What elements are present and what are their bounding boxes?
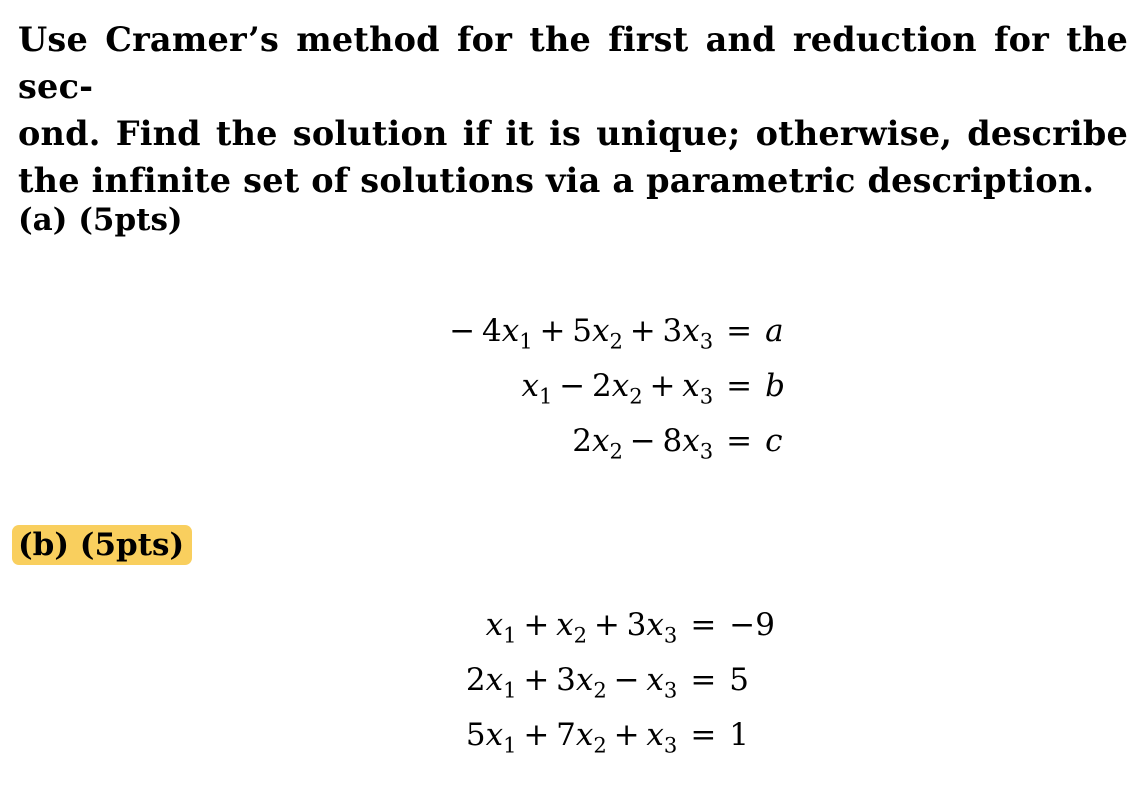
part-b-eq-1-lhs-token: + bbox=[523, 607, 550, 643]
part-a-eq-2-rhs-token: b bbox=[765, 368, 785, 404]
part-a-eq-1-lhs-token: x bbox=[592, 313, 610, 349]
part-b-eq-2-rhs-token: 5 bbox=[729, 662, 750, 698]
part-a-label: (a) (5pts) bbox=[18, 202, 183, 238]
part-b-eq-3-lhs-token: + bbox=[613, 717, 640, 753]
part-a-eq-2-lhs-token: − bbox=[559, 368, 586, 404]
part-b-label: (b) (5pts) bbox=[12, 525, 192, 565]
part-b-eq-3-lhs-token: x bbox=[575, 717, 594, 753]
part-a-eq-3-lhs-token: 2 bbox=[572, 423, 592, 459]
part-b-eq-3-lhs-token: 3 bbox=[663, 732, 678, 758]
part-b-eq-1-rhs-token: −9 bbox=[729, 607, 775, 643]
part-a-eq-2-lhs-token: 2 bbox=[629, 383, 643, 409]
part-a-eq-1-lhs-token: 1 bbox=[519, 328, 533, 354]
part-b-eq-3-equals: = bbox=[690, 717, 717, 753]
part-b-eq-2-lhs-token: 3 bbox=[663, 677, 678, 703]
part-b-eq-2-lhs-token: x bbox=[646, 662, 664, 698]
part-b-equation-system bbox=[300, 598, 775, 763]
part-b-eq-3-lhs-token: 7 bbox=[556, 717, 576, 753]
part-b-eq-3-lhs-token: 5 bbox=[465, 717, 486, 753]
part-b-eq-1-lhs-token: 3 bbox=[626, 607, 647, 643]
part-b-eq-2-lhs bbox=[300, 653, 677, 708]
part-a-eq-2-lhs-token: x bbox=[611, 368, 630, 404]
part-a-eq-2-lhs-token: 2 bbox=[592, 368, 612, 404]
part-b-eq-2-lhs-token: 3 bbox=[556, 662, 576, 698]
part-b-eq-1-lhs-token: + bbox=[593, 607, 620, 643]
part-b-eq-2-lhs-token: − bbox=[613, 662, 640, 698]
part-a-eq-1-lhs-token: + bbox=[539, 313, 566, 349]
part-a-eq-1-lhs-token: 5 bbox=[572, 313, 592, 349]
part-a-eq-3-lhs-token: 8 bbox=[662, 423, 683, 459]
part-b-eq-1-lhs-token: 2 bbox=[573, 622, 588, 648]
part-a-eq-1-lhs-token: + bbox=[629, 313, 656, 349]
part-b-eq-3-lhs-token: x bbox=[485, 717, 504, 753]
part-a-eq-1-lhs-token: 4 bbox=[482, 313, 502, 349]
part-b-eq-1-rhs bbox=[729, 598, 775, 653]
part-a-eq-1-lhs-token: 2 bbox=[609, 328, 623, 354]
part-a-eq-2-lhs-token: 1 bbox=[538, 383, 553, 409]
part-b-eq-1-lhs bbox=[300, 598, 677, 653]
part-b-eq-2-lhs-token: x bbox=[575, 662, 594, 698]
part-b-eq-1-equals: = bbox=[690, 607, 717, 643]
part-b-eq-2-lhs-token: 2 bbox=[593, 677, 607, 703]
part-b-eq-2-lhs-token: 1 bbox=[503, 677, 517, 703]
part-a-eq-3-equals: = bbox=[726, 423, 753, 459]
part-a-equation-system bbox=[300, 304, 785, 469]
part-a-eq-3-rhs-token: c bbox=[765, 423, 783, 459]
part-a-eq-3-lhs-token: x bbox=[682, 423, 700, 459]
part-a-eq-1-lhs-token: x bbox=[682, 313, 700, 349]
part-a-eq-1-lhs-token: x bbox=[501, 313, 520, 349]
part-b-eq-2-lhs-token: x bbox=[485, 662, 504, 698]
part-a-eq-3-rhs bbox=[765, 414, 785, 469]
part-b-eq-2-rhs bbox=[729, 653, 775, 708]
part-a-eq-1-lhs bbox=[300, 304, 713, 359]
instructions-line-2: ond. Find the solution if it is unique; otherwise, describe bbox=[18, 114, 1128, 153]
instructions-line-1: Use Cramer’s method for the first and reduction for the sec- bbox=[18, 20, 1128, 106]
part-b-eq-2-lhs-token: 2 bbox=[465, 662, 486, 698]
part-b-eq-3-lhs-token: 2 bbox=[593, 732, 607, 758]
part-a-eq-3-lhs-token: 2 bbox=[609, 438, 623, 464]
part-a-eq-3-lhs-token: 3 bbox=[699, 438, 714, 464]
part-b-eq-1-lhs-token: x bbox=[646, 607, 664, 643]
part-b-eq-3-lhs bbox=[300, 708, 677, 763]
part-a-eq-2-lhs-token: + bbox=[649, 368, 676, 404]
part-a-eq-3-lhs bbox=[300, 414, 713, 469]
part-b-eq-1-lhs-token: 1 bbox=[503, 622, 517, 648]
part-b-eq-3-lhs-token: + bbox=[523, 717, 550, 753]
part-a-eq-2-equals: = bbox=[726, 368, 753, 404]
part-a-eq-1-lhs-token: 3 bbox=[662, 313, 683, 349]
part-b-eq-1-lhs-token: x bbox=[556, 607, 574, 643]
part-b-eq-3-lhs-token: x bbox=[646, 717, 664, 753]
part-a-eq-2-lhs bbox=[300, 359, 713, 414]
instructions-paragraph bbox=[18, 16, 1128, 204]
part-a-eq-1-rhs-token: a bbox=[765, 313, 784, 349]
part-a-eq-2-rhs bbox=[765, 359, 785, 414]
part-b-eq-2-lhs-token: + bbox=[523, 662, 550, 698]
part-b-eq-3-lhs-token: 1 bbox=[503, 732, 517, 758]
part-a-eq-2-lhs-token: 3 bbox=[699, 383, 714, 409]
part-b-eq-1-lhs-token: 3 bbox=[663, 622, 678, 648]
part-a-eq-1-rhs bbox=[765, 304, 785, 359]
part-b-eq-3-rhs-token: 1 bbox=[729, 717, 750, 753]
part-a-eq-2-lhs-token: x bbox=[682, 368, 700, 404]
instructions-line-3: the infinite set of solutions via a parametric description. bbox=[18, 161, 1095, 200]
part-b-eq-3-rhs bbox=[729, 708, 775, 763]
part-b-eq-1-lhs-token: x bbox=[485, 607, 504, 643]
part-a-eq-1-equals: = bbox=[726, 313, 753, 349]
part-a-eq-1-lhs-token: 3 bbox=[699, 328, 714, 354]
part-a-eq-3-lhs-token: x bbox=[592, 423, 610, 459]
part-a-eq-3-lhs-token: − bbox=[629, 423, 656, 459]
part-a-eq-1-lhs-token: − bbox=[449, 313, 476, 349]
part-a-eq-2-lhs-token: x bbox=[521, 368, 539, 404]
part-b-eq-2-equals: = bbox=[690, 662, 717, 698]
